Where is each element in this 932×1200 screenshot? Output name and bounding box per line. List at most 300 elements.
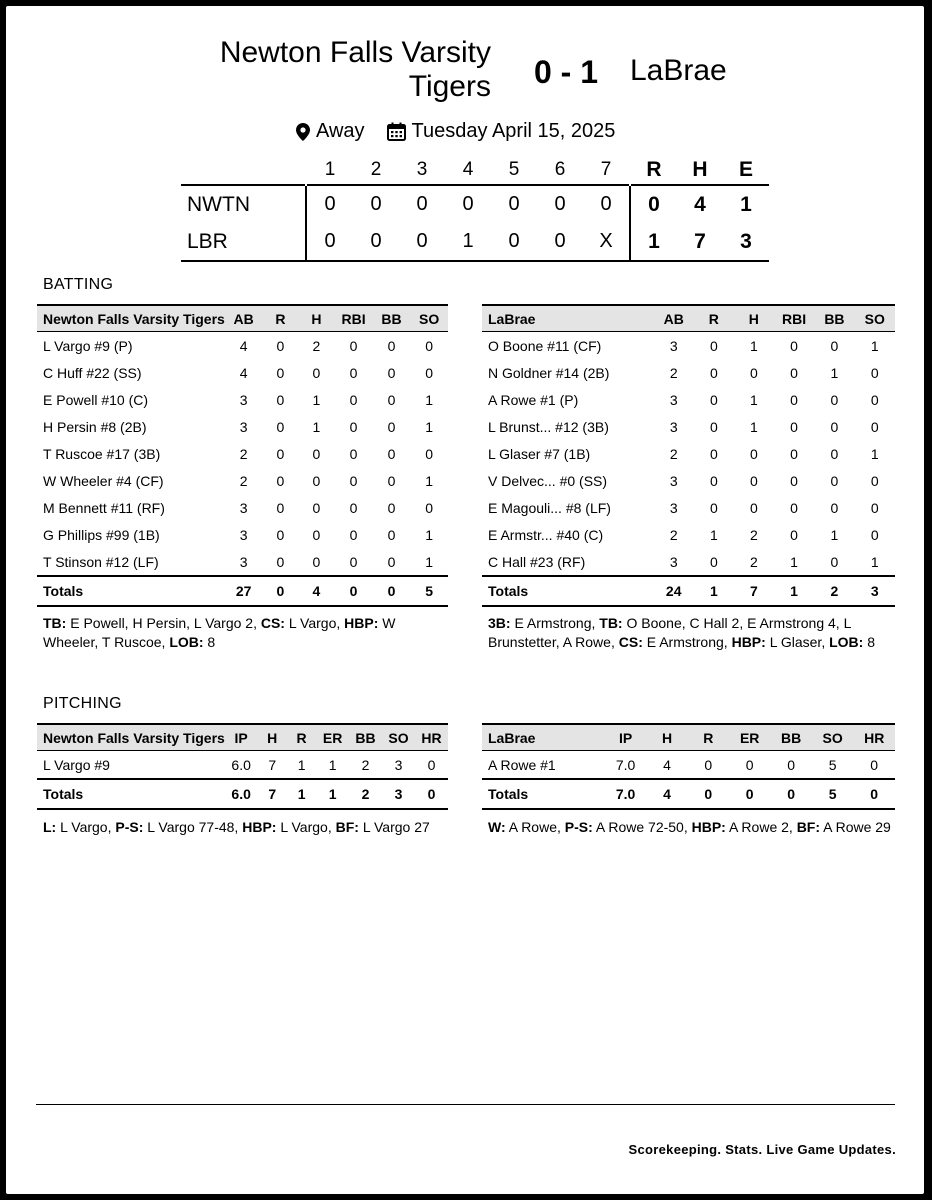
- note-key: CS:: [618, 634, 643, 650]
- stat-cell: 3: [239, 499, 248, 516]
- stat-column-header: R: [688, 724, 729, 751]
- player-row: [37, 494, 448, 521]
- calendar-icon: [387, 122, 406, 141]
- stat-column-header: ER: [729, 724, 770, 751]
- player-name: L Vargo #9 (P): [43, 337, 133, 354]
- stat-column-header: H: [734, 305, 774, 332]
- stat-cell: 2: [312, 337, 321, 354]
- inning-score: 0: [583, 185, 630, 223]
- stat-cell: 3: [239, 391, 248, 408]
- inning-header: 6: [554, 159, 566, 180]
- total-cell: 4: [298, 576, 334, 606]
- player-row: [482, 751, 895, 780]
- inning-score: 0: [399, 223, 445, 261]
- player-row: [37, 467, 448, 494]
- stat-cell: 1: [425, 526, 434, 543]
- runs-total: 1: [630, 223, 677, 261]
- stat-column-header: ER: [316, 724, 349, 751]
- inning-score: 1: [445, 223, 491, 261]
- stat-cell: 1: [830, 364, 839, 381]
- table-header-row: [37, 724, 448, 751]
- stat-column-header: AB: [225, 305, 263, 332]
- stat-cell: 0: [790, 337, 798, 354]
- stat-cell: 1: [425, 553, 434, 570]
- total-cell: 0: [853, 779, 895, 809]
- player-row: [482, 467, 895, 494]
- stat-column-header: IP: [605, 724, 646, 751]
- stat-cell: 0: [749, 472, 758, 489]
- stat-cell: 0: [387, 499, 396, 516]
- player-row: [37, 548, 448, 576]
- note-value: L Vargo,: [276, 819, 336, 835]
- stat-cell: 0: [312, 472, 321, 489]
- stat-cell: 3: [669, 391, 678, 408]
- stat-cell: 0: [387, 337, 396, 354]
- stat-cell: 4: [239, 364, 248, 381]
- stat-column-header: HR: [853, 724, 895, 751]
- inning-header: 4: [462, 159, 474, 180]
- total-cell: 7: [258, 779, 287, 809]
- player-name: L Brunst... #12 (3B): [488, 418, 609, 435]
- inning-score: 0: [491, 185, 537, 223]
- team-column-header: Newton Falls Varsity Tigers: [37, 305, 225, 332]
- errors-total: 1: [723, 185, 769, 223]
- player-row: [37, 332, 448, 360]
- inning-header: 7: [600, 159, 612, 180]
- note-key: TB:: [43, 615, 67, 631]
- stat-cell: 1: [749, 418, 758, 435]
- note-key: BF:: [335, 819, 359, 835]
- note-key: P-S:: [115, 819, 144, 835]
- note-value: O Boone, C Hall 2, E Armstrong 4, L Brunstetter, A Rowe,: [488, 615, 855, 650]
- totals-row: [37, 576, 448, 606]
- stat-cell: 0: [276, 418, 285, 435]
- player-row: [482, 332, 895, 360]
- stat-cell: 0: [425, 445, 434, 462]
- note-key: HBP:: [691, 819, 726, 835]
- total-cell: 1: [316, 779, 349, 809]
- stat-cell: 1: [425, 418, 434, 435]
- stat-cell: 2: [669, 526, 678, 543]
- stat-cell: 0: [387, 445, 396, 462]
- inning-score: 0: [537, 223, 583, 261]
- stat-column-header: H: [646, 724, 687, 751]
- map-pin-icon: [296, 123, 310, 141]
- errors-header: E: [738, 158, 753, 181]
- player-name: M Bennett #11 (RF): [43, 499, 165, 516]
- stat-cell: 2: [239, 445, 248, 462]
- location-text: Away: [316, 120, 365, 142]
- stat-cell: 0: [790, 391, 798, 408]
- stat-cell: 0: [312, 364, 321, 381]
- date-text: Tuesday April 15, 2025: [411, 120, 616, 142]
- team-column-header: LaBrae: [482, 724, 605, 751]
- away-pitching-table: [482, 723, 895, 810]
- inning-score: 0: [306, 185, 353, 223]
- stat-cell: 2: [361, 756, 370, 773]
- inning-score: 0: [353, 185, 399, 223]
- totals-label: Totals: [482, 576, 654, 606]
- stat-cell: 2: [749, 553, 758, 570]
- totals-label: Totals: [482, 779, 605, 809]
- footer-tagline: Scorekeeping. Stats. Live Game Updates.: [628, 1142, 896, 1157]
- home-batting-notes: [43, 614, 448, 652]
- total-cell: 2: [814, 576, 854, 606]
- stat-cell: 1: [870, 337, 879, 354]
- note-value: L Glaser,: [765, 634, 830, 650]
- stat-cell: 5: [828, 756, 837, 773]
- note-value: E Armstrong,: [510, 615, 600, 631]
- linescore-team: LBR: [181, 223, 306, 261]
- player-name: L Glaser #7 (1B): [488, 445, 591, 462]
- stat-cell: 0: [276, 553, 285, 570]
- note-value: A Rowe 2,: [725, 819, 797, 835]
- stat-cell: 0: [349, 526, 358, 543]
- total-cell: 5: [410, 576, 448, 606]
- home-team-name: Newton Falls Varsity Tigers: [219, 36, 491, 103]
- stat-cell: 0: [349, 499, 358, 516]
- totals-row: [37, 779, 448, 809]
- stat-cell: 0: [276, 337, 285, 354]
- stat-cell: 0: [709, 391, 718, 408]
- player-row: [482, 386, 895, 413]
- total-cell: 27: [225, 576, 263, 606]
- player-name: A Rowe #1: [488, 756, 556, 773]
- stat-cell: 2: [669, 445, 678, 462]
- player-name: O Boone #11 (CF): [488, 337, 602, 354]
- inning-header: 5: [508, 159, 520, 180]
- note-value: E Powell, H Persin, L Vargo 2,: [66, 615, 261, 631]
- stat-column-header: SO: [382, 724, 415, 751]
- stat-cell: 0: [387, 418, 396, 435]
- away-pitching-notes: [488, 818, 893, 837]
- stat-cell: 0: [745, 756, 754, 773]
- away-batting-table: [482, 304, 895, 607]
- stat-cell: 0: [349, 445, 358, 462]
- total-cell: 0: [688, 779, 729, 809]
- stat-cell: 1: [425, 472, 434, 489]
- stat-cell: 0: [425, 364, 434, 381]
- table-header-row: [482, 724, 895, 751]
- stat-cell: 1: [749, 391, 758, 408]
- linescore-row: [181, 223, 769, 261]
- player-name: A Rowe #1 (P): [488, 391, 579, 408]
- stat-cell: 0: [709, 337, 718, 354]
- stat-cell: 1: [425, 391, 434, 408]
- linescore-table: [181, 156, 769, 262]
- errors-total: 3: [723, 223, 769, 261]
- stat-cell: 0: [276, 499, 285, 516]
- table-header-row: [37, 305, 448, 332]
- stat-cell: 1: [297, 756, 306, 773]
- home-batting-table: [37, 304, 448, 607]
- stat-cell: 1: [328, 756, 337, 773]
- stat-column-header: HR: [415, 724, 448, 751]
- stat-cell: 0: [870, 472, 879, 489]
- note-value: E Armstrong,: [642, 634, 732, 650]
- stat-column-header: BB: [373, 305, 411, 332]
- team-column-header: LaBrae: [482, 305, 654, 332]
- stat-column-header: H: [258, 724, 287, 751]
- stat-cell: 0: [790, 499, 798, 516]
- stat-cell: 0: [704, 756, 713, 773]
- stat-cell: 0: [387, 472, 396, 489]
- stat-cell: 0: [790, 418, 798, 435]
- team-column-header: Newton Falls Varsity Tigers: [37, 724, 225, 751]
- stat-cell: 0: [276, 445, 285, 462]
- player-name: E Powell #10 (C): [43, 391, 149, 408]
- total-cell: 4: [646, 779, 687, 809]
- note-key: 3B:: [488, 615, 511, 631]
- stat-column-header: H: [298, 305, 334, 332]
- hits-total: 7: [677, 223, 723, 261]
- inning-score: X: [583, 223, 630, 261]
- stat-cell: 0: [709, 472, 718, 489]
- stat-cell: 0: [387, 364, 396, 381]
- stat-column-header: RBI: [334, 305, 372, 332]
- stat-cell: 0: [830, 418, 839, 435]
- player-row: [482, 494, 895, 521]
- stat-cell: 0: [709, 445, 718, 462]
- stat-cell: 1: [312, 391, 321, 408]
- player-name: V Delvec... #0 (SS): [488, 472, 608, 489]
- total-cell: 5: [812, 779, 854, 809]
- player-row: [37, 521, 448, 548]
- note-key: HBP:: [731, 634, 766, 650]
- total-cell: 1: [287, 779, 316, 809]
- note-value: W Wheeler, T Ruscoe,: [43, 615, 400, 650]
- stat-cell: 0: [870, 418, 879, 435]
- note-key: HBP:: [242, 819, 277, 835]
- stat-cell: 3: [239, 553, 248, 570]
- stat-cell: 0: [830, 391, 839, 408]
- stat-cell: 0: [312, 526, 321, 543]
- stat-column-header: SO: [855, 305, 895, 332]
- player-name: E Magouli... #8 (LF): [488, 499, 611, 516]
- stat-cell: 1: [870, 445, 879, 462]
- stat-cell: 0: [387, 526, 396, 543]
- away-team-name: LaBrae: [630, 54, 727, 87]
- total-cell: 1: [694, 576, 734, 606]
- hits-total: 4: [677, 185, 723, 223]
- batting-section-title: BATTING: [43, 276, 114, 293]
- inning-score: 0: [491, 223, 537, 261]
- player-row: [482, 359, 895, 386]
- player-row: [37, 359, 448, 386]
- stat-cell: 0: [830, 472, 839, 489]
- stat-cell: 7.0: [615, 756, 636, 773]
- stat-cell: 3: [669, 337, 678, 354]
- stat-cell: 0: [349, 364, 358, 381]
- note-key: CS:: [260, 615, 285, 631]
- note-key: BF:: [796, 819, 821, 835]
- player-name: H Persin #8 (2B): [43, 418, 147, 435]
- totals-label: Totals: [37, 779, 225, 809]
- note-key: P-S:: [564, 819, 593, 835]
- total-cell: 1: [774, 576, 814, 606]
- stat-cell: 6.0: [231, 756, 251, 773]
- totals-row: [482, 779, 895, 809]
- stat-column-header: RBI: [774, 305, 814, 332]
- note-key: HBP:: [344, 615, 379, 631]
- pitching-section-title: PITCHING: [43, 695, 122, 712]
- note-key: LOB:: [829, 634, 864, 650]
- stat-cell: 3: [239, 418, 248, 435]
- game-meta: [296, 120, 615, 143]
- stat-cell: 0: [830, 553, 839, 570]
- stat-cell: 7: [268, 756, 277, 773]
- total-cell: 0: [373, 576, 411, 606]
- stat-column-header: R: [287, 724, 316, 751]
- player-row: [37, 440, 448, 467]
- home-pitching-notes: [43, 818, 448, 837]
- stat-column-header: BB: [770, 724, 812, 751]
- note-value: 8: [203, 634, 216, 650]
- stat-cell: 0: [349, 337, 358, 354]
- stat-cell: 3: [669, 472, 678, 489]
- stat-cell: 0: [870, 499, 879, 516]
- inning-header: 1: [324, 159, 336, 180]
- note-key: L:: [43, 819, 57, 835]
- player-name: E Armstr... #40 (C): [488, 526, 604, 543]
- totals-row: [482, 576, 895, 606]
- total-cell: 0: [334, 576, 372, 606]
- stat-column-header: R: [262, 305, 298, 332]
- total-cell: 0: [415, 779, 448, 809]
- footer-divider: [36, 1104, 895, 1105]
- linescore-header: [181, 156, 769, 185]
- stat-cell: 2: [669, 364, 678, 381]
- player-row: [37, 386, 448, 413]
- total-cell: 0: [770, 779, 812, 809]
- stat-cell: 0: [870, 756, 879, 773]
- stat-cell: 4: [663, 756, 671, 773]
- player-name: W Wheeler #4 (CF): [43, 472, 164, 489]
- stat-cell: 0: [276, 391, 285, 408]
- stat-cell: 0: [425, 337, 434, 354]
- player-row: [482, 521, 895, 548]
- totals-label: Totals: [37, 576, 225, 606]
- note-value: A Rowe 72-50,: [592, 819, 692, 835]
- inning-score: 0: [306, 223, 353, 261]
- total-cell: 2: [349, 779, 382, 809]
- stat-cell: 0: [387, 391, 396, 408]
- inning-score: 0: [445, 185, 491, 223]
- total-cell: 0: [262, 576, 298, 606]
- stat-cell: 1: [312, 418, 321, 435]
- stat-column-header: BB: [349, 724, 382, 751]
- note-value: A Rowe,: [505, 819, 565, 835]
- inning-score: 0: [353, 223, 399, 261]
- stat-cell: 0: [427, 756, 436, 773]
- stat-cell: 0: [709, 364, 718, 381]
- stat-cell: 0: [276, 526, 285, 543]
- note-key: LOB:: [169, 634, 204, 650]
- player-name: T Stinson #12 (LF): [43, 553, 159, 570]
- stat-cell: 0: [709, 499, 718, 516]
- stat-cell: 0: [709, 418, 718, 435]
- page: [6, 6, 924, 1194]
- stat-cell: 0: [830, 499, 839, 516]
- stat-column-header: AB: [654, 305, 694, 332]
- stat-cell: 0: [387, 553, 396, 570]
- stat-cell: 0: [790, 445, 798, 462]
- stat-cell: 0: [276, 364, 285, 381]
- stat-cell: 0: [790, 526, 798, 543]
- stat-column-header: SO: [812, 724, 854, 751]
- stat-cell: 0: [787, 756, 796, 773]
- stat-cell: 0: [312, 445, 321, 462]
- note-value: A Rowe 29: [820, 819, 891, 835]
- stat-cell: 0: [790, 364, 798, 381]
- player-name: L Vargo #9: [43, 756, 110, 773]
- stat-cell: 2: [239, 472, 248, 489]
- stat-cell: 1: [790, 553, 798, 570]
- player-row: [37, 751, 448, 780]
- linescore-row: [181, 185, 769, 223]
- total-cell: 24: [654, 576, 694, 606]
- total-cell: 3: [855, 576, 895, 606]
- linescore-team: NWTN: [181, 185, 306, 223]
- stat-column-header: R: [694, 305, 734, 332]
- stat-cell: 0: [349, 553, 358, 570]
- player-name: C Hall #23 (RF): [488, 553, 586, 570]
- inning-header: 3: [416, 159, 428, 180]
- stat-cell: 0: [870, 526, 879, 543]
- stat-cell: 0: [312, 553, 321, 570]
- stat-cell: 1: [870, 553, 879, 570]
- stat-cell: 0: [870, 391, 879, 408]
- stat-column-header: SO: [410, 305, 448, 332]
- stat-column-header: BB: [814, 305, 854, 332]
- away-batting-notes: [488, 614, 893, 652]
- total-cell: 7.0: [605, 779, 646, 809]
- note-value: L Vargo,: [56, 819, 116, 835]
- stat-cell: 0: [749, 445, 758, 462]
- player-name: G Phillips #99 (1B): [43, 526, 160, 543]
- inning-score: 0: [399, 185, 445, 223]
- total-cell: 6.0: [225, 779, 258, 809]
- note-value: L Vargo 77-48,: [143, 819, 243, 835]
- stat-cell: 0: [349, 391, 358, 408]
- stat-cell: 2: [749, 526, 758, 543]
- total-cell: 0: [729, 779, 770, 809]
- stat-cell: 0: [349, 418, 358, 435]
- runs-header: R: [646, 158, 662, 181]
- note-value: L Vargo 27: [358, 819, 430, 835]
- stat-cell: 0: [790, 472, 798, 489]
- player-name: N Goldner #14 (2B): [488, 364, 610, 381]
- stat-cell: 3: [669, 553, 678, 570]
- stat-column-header: IP: [225, 724, 258, 751]
- stat-cell: 1: [749, 337, 758, 354]
- note-value: L Vargo,: [284, 615, 345, 631]
- home-pitching-table: [37, 723, 448, 810]
- stat-cell: 1: [709, 526, 718, 543]
- player-row: [37, 413, 448, 440]
- inning-header: 2: [370, 159, 382, 180]
- stat-cell: 3: [394, 756, 403, 773]
- inning-score: 0: [537, 185, 583, 223]
- player-name: T Ruscoe #17 (3B): [43, 445, 161, 462]
- player-name: C Huff #22 (SS): [43, 364, 142, 381]
- stat-cell: 3: [669, 499, 678, 516]
- player-row: [482, 413, 895, 440]
- stat-cell: 0: [276, 472, 285, 489]
- stat-cell: 3: [239, 526, 248, 543]
- player-row: [482, 548, 895, 576]
- note-key: TB:: [599, 615, 623, 631]
